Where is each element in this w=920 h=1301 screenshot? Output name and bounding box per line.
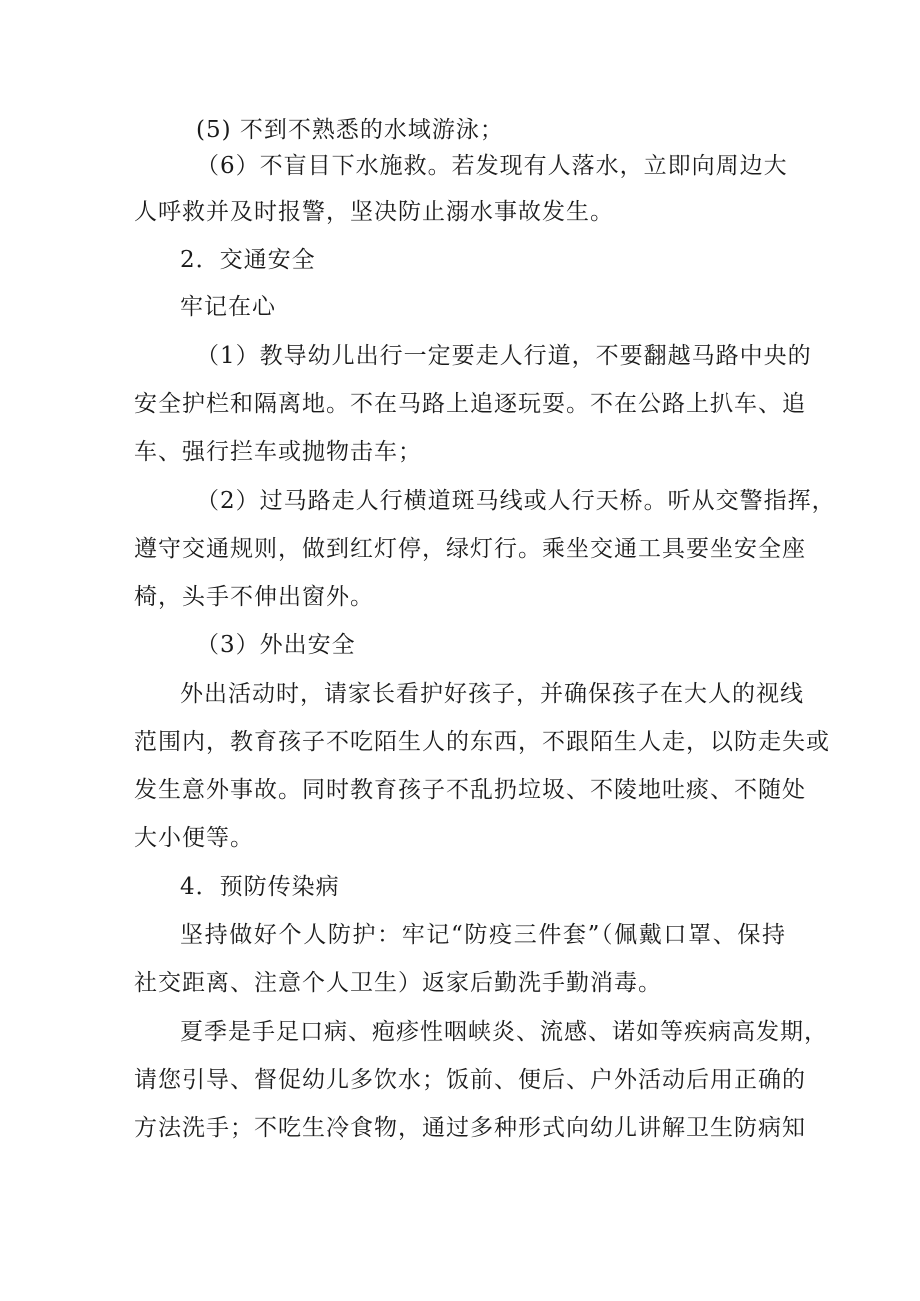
text-line-13: 外出活动时，请家长看护好孩子，并确保孩子在大人的视线 — [180, 681, 804, 707]
text-line-8: 车、强行拦车或抛物击车； — [134, 439, 422, 465]
text-line-16: 大小便等。 — [134, 825, 254, 851]
text-line-15: 发生意外事故。同时教育孩子不乱扔垃圾、不陵地吐痰、不随处 — [134, 777, 806, 803]
text-line-6: （1）教导幼儿出行一定要走人行道，不要翻越马路中央的 — [196, 343, 812, 369]
text-line-19: 社交距离、注意个人卫生）返家后勤洗手勤消毒。 — [134, 970, 662, 996]
section-heading-traffic: 2．交通安全 — [180, 247, 316, 273]
text-line-22: 方法洗手；不吃生冷食物，通过多种形式向幼儿讲解卫生防病知 — [134, 1115, 806, 1141]
text-line-3: 人呼救并及时报警，坚决防止溺水事故发生。 — [134, 199, 614, 225]
text-line-11: 椅，头手不伸出窗外。 — [134, 584, 374, 610]
text-line-14: 范围内，教育孩子不吃陌生人的东西，不跟陌生人走，以防走失或 — [134, 729, 830, 755]
text-line-1: (5) 不到不熟悉的水域游泳； — [196, 117, 504, 143]
text-line-12: （3）外出安全 — [196, 632, 356, 658]
text-line-20: 夏季是手足口病、疱疹性咽峡炎、流感、诺如等疾病高发期， — [180, 1019, 828, 1045]
text-line-21: 请您引导、督促幼儿多饮水；饭前、便后、户外活动后用正确的 — [134, 1067, 806, 1093]
text-line-18: 坚持做好个人防护：牢记“防疫三件套”（佩戴口罩、保持 — [180, 922, 786, 948]
text-line-2: （6）不盲目下水施救。若发现有人落水，立即向周边大 — [196, 153, 788, 179]
text-line-remember: 牢记在心 — [180, 294, 276, 320]
text-line-7: 安全护栏和隔离地。不在马路上追逐玩耍。不在公路上扒车、追 — [134, 391, 806, 417]
text-line-9: （2）过马路走人行横道斑马线或人行天桥。听从交警指挥， — [196, 488, 836, 514]
text-line-10: 遵守交通规则，做到红灯停，绿灯行。乘坐交通工具要坐安全座 — [134, 536, 806, 562]
section-heading-disease: 4．预防传染病 — [180, 874, 340, 900]
